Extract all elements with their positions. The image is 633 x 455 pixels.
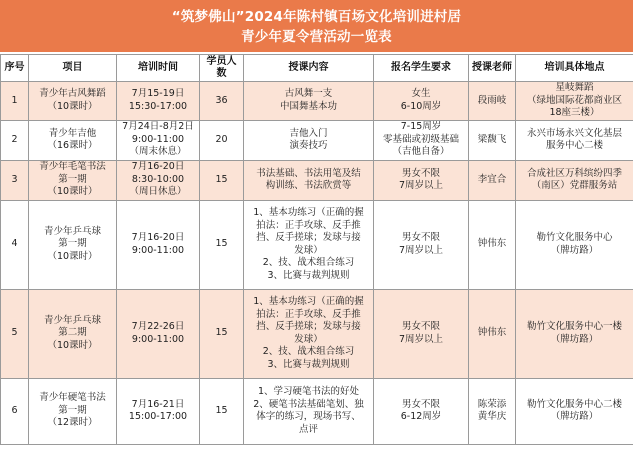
cell-requirement [374, 160, 469, 200]
cell-location-line: 合成社区万科缤纷四季 [526, 167, 622, 179]
cell-location [516, 378, 633, 444]
cell-content-line: 书法基础、书法用笔及结 [256, 167, 361, 179]
table-row [1, 289, 633, 378]
cell-no: 6 [1, 378, 29, 444]
cell-requirement-line: 7-15周岁 [400, 121, 442, 133]
cell-project [29, 289, 117, 378]
cell-project-line: 青少年古风舞蹈 [39, 88, 106, 100]
cell-location-line: 勒竹文化服务中心 [536, 232, 613, 243]
table-row [1, 378, 633, 444]
cell-content-line: 发球） [294, 244, 323, 256]
cell-location [516, 160, 633, 200]
header-teacher: 授课老师 [469, 55, 516, 82]
cell-project [29, 82, 117, 121]
cell-time-line: 15:30-17:00 [128, 100, 188, 112]
cell-location-line: （南区）党群服务站 [531, 180, 618, 191]
cell-content-line: 拍法：正手攻球、反手推 [256, 308, 361, 320]
cell-content-line: 古风舞一支 [284, 88, 333, 100]
cell-time-line: 7月22-26日 [131, 321, 185, 332]
cell-location-line: （牌坊路） [550, 411, 599, 422]
cell-content [244, 289, 374, 378]
cell-count: 36 [200, 82, 244, 121]
cell-teacher-line: 陈荣添 [477, 398, 507, 410]
cell-requirement-line: 7周岁以上 [398, 180, 444, 191]
cell-count: 15 [200, 289, 244, 378]
cell-requirement-line: 女生 [411, 88, 431, 100]
header-project: 项目 [29, 55, 117, 82]
cell-project-line: （10课时） [47, 100, 98, 112]
cell-location [516, 289, 633, 378]
header-time: 培训时间 [117, 55, 200, 82]
cell-content-line: 发球） [294, 333, 323, 345]
cell-requirement [374, 120, 469, 160]
cell-location-line: （牌坊路） [550, 333, 599, 345]
schedule-table [0, 54, 633, 445]
cell-requirement [374, 200, 469, 289]
cell-count: 15 [200, 160, 244, 200]
cell-time-line: （周日休息） [129, 186, 187, 198]
cell-content [244, 120, 374, 160]
cell-time [117, 378, 200, 444]
cell-no: 1 [1, 82, 29, 121]
cell-requirement-line: 男女不限 [401, 167, 440, 179]
cell-time-line: 8:30-10:00 [131, 173, 185, 185]
cell-time-line: （周末休息） [129, 146, 187, 158]
cell-content-line: 1、基本功练习（正确的握 [253, 296, 364, 307]
cell-project-line: 青少年乒乓球 [43, 225, 101, 237]
cell-requirement-line: 男女不限 [401, 398, 440, 410]
cell-project-line: 青少年毛笔书法 [39, 161, 106, 173]
header-no: 序号 [1, 55, 29, 82]
cell-location-line: 永兴市场永兴文化基层 [526, 127, 622, 139]
cell-time [117, 200, 200, 289]
cell-content-line: 3、比赛与裁判规则 [267, 269, 350, 281]
cell-time [117, 82, 200, 121]
cell-no: 4 [1, 200, 29, 289]
cell-time-line: 7月16-20日 [131, 161, 185, 173]
cell-project [29, 378, 117, 444]
cell-content-line: 中国舞基本功 [279, 100, 337, 112]
cell-location-line: 勒竹文化服务中心二楼 [526, 398, 622, 410]
cell-content-line: 2、技、战术组合练习 [262, 346, 355, 357]
cell-location [516, 120, 633, 160]
cell-content [244, 200, 374, 289]
cell-time [117, 289, 200, 378]
cell-project-line: （12课时） [47, 417, 98, 429]
header-requirement: 报名学生要求 [374, 55, 469, 82]
cell-teacher [469, 120, 516, 160]
cell-no: 5 [1, 289, 29, 378]
cell-project-line: （16课时） [47, 140, 98, 151]
table-row [1, 120, 633, 160]
cell-time-line: 7月15-19日 [131, 88, 185, 100]
cell-content-line: 吉他入门 [289, 127, 328, 139]
cell-project-line: 第一期 [58, 404, 87, 416]
cell-content [244, 160, 374, 200]
cell-content-line: 构训练、书法欣赏等 [265, 180, 352, 191]
cell-teacher-line: 梁馥飞 [477, 133, 507, 145]
cell-time [117, 120, 200, 160]
cell-count: 15 [200, 200, 244, 289]
cell-no: 2 [1, 120, 29, 160]
cell-teacher-line: 李宜合 [477, 173, 507, 185]
cell-requirement-line: 零基础或初级基础 [382, 133, 459, 145]
title-banner [0, 0, 633, 52]
cell-requirement-line: 7周岁以上 [398, 333, 444, 345]
cell-teacher [469, 82, 516, 121]
cell-requirement-line: （吉他自备） [392, 146, 450, 158]
cell-location-line: 勒竹文化服务中心一楼 [526, 321, 622, 332]
cell-content-line: 1、基本功练习（正确的握 [253, 207, 364, 218]
cell-time-line: 7月24日-8月2日 [122, 121, 194, 133]
cell-time-line: 7月16-21日 [131, 398, 185, 410]
cell-requirement-line: 男女不限 [401, 232, 440, 243]
cell-teacher [469, 378, 516, 444]
cell-project-line: （10课时） [47, 339, 98, 351]
cell-location-line: （牌坊路） [550, 244, 599, 256]
header-count: 学员人数 [200, 55, 244, 82]
cell-teacher [469, 200, 516, 289]
cell-teacher-line: 钟伟东 [477, 238, 507, 250]
cell-time-line: 9:00-11:00 [131, 244, 185, 256]
cell-content-line: 点评 [298, 423, 318, 435]
cell-teacher-line: 钟伟东 [477, 327, 507, 339]
cell-time-line: 9:00-11:00 [131, 333, 185, 345]
cell-requirement [374, 82, 469, 121]
cell-content [244, 378, 374, 444]
cell-project-line: 第一期 [58, 173, 87, 185]
cell-project-line: （10课时） [47, 250, 98, 262]
cell-time-line: 9:00-11:00 [131, 133, 185, 145]
cell-content-line: 1、学习硬笔书法的好处 [257, 386, 360, 397]
cell-location [516, 82, 633, 121]
cell-content-line: 2、技、战术组合练习 [262, 257, 355, 268]
cell-project [29, 200, 117, 289]
cell-location-line: （绿地国际花都商业区 [526, 94, 622, 106]
cell-requirement [374, 289, 469, 378]
table-header-row [1, 55, 633, 82]
header-content: 授课内容 [244, 55, 374, 82]
cell-content-line: 2、硬笔书法基础笔划、独 [253, 398, 364, 410]
title-line-2: 青少年夏令营活动一览表 [241, 29, 392, 45]
cell-location [516, 200, 633, 289]
table-body [1, 82, 633, 445]
cell-requirement-line: 男女不限 [401, 321, 440, 332]
cell-project [29, 160, 117, 200]
cell-requirement-line: 6-12周岁 [400, 411, 442, 422]
cell-count: 15 [200, 378, 244, 444]
table-row [1, 200, 633, 289]
cell-teacher [469, 160, 516, 200]
cell-teacher-line: 黄华庆 [477, 411, 507, 422]
cell-teacher-line: 段雨岐 [477, 94, 507, 106]
table-row [1, 82, 633, 121]
cell-requirement-line: 7周岁以上 [398, 244, 444, 256]
cell-content-line: 体字的练习，现场书写、 [256, 411, 361, 422]
cell-teacher [469, 289, 516, 378]
cell-content-line: 挡、反手搓球；发球与接 [256, 232, 361, 243]
cell-content-line: 挡、反手搓球；发球与接 [256, 321, 361, 332]
cell-location-line: 18座三楼） [549, 107, 600, 118]
table-row [1, 160, 633, 200]
cell-content-line: 3、比赛与裁判规则 [267, 358, 350, 370]
cell-requirement [374, 378, 469, 444]
cell-project-line: （10课时） [47, 186, 98, 198]
cell-location-line: 星岐舞蹈 [555, 82, 594, 93]
cell-project-line: 第一期 [58, 238, 87, 250]
title-line-1: “筑梦佛山”2024年陈村镇百场文化培训进村居 [171, 9, 462, 25]
header-location: 培训具体地点 [516, 55, 633, 82]
cell-count: 20 [200, 120, 244, 160]
cell-content [244, 82, 374, 121]
cell-time-line: 15:00-17:00 [128, 411, 188, 422]
cell-content-line: 拍法：正手攻球、反手推 [256, 219, 361, 231]
cell-location-line: 服务中心二楼 [545, 140, 603, 151]
cell-project-line: 第二期 [58, 327, 87, 339]
cell-content-line: 演奏技巧 [289, 140, 328, 151]
cell-project-line: 青少年硬笔书法 [39, 392, 106, 404]
cell-no: 3 [1, 160, 29, 200]
cell-project-line: 青少年吉他 [48, 127, 97, 139]
cell-time-line: 7月16-20日 [131, 232, 185, 243]
cell-project-line: 青少年乒乓球 [43, 314, 101, 326]
cell-requirement-line: 6-10周岁 [400, 100, 442, 112]
cell-time [117, 160, 200, 200]
cell-project [29, 120, 117, 160]
